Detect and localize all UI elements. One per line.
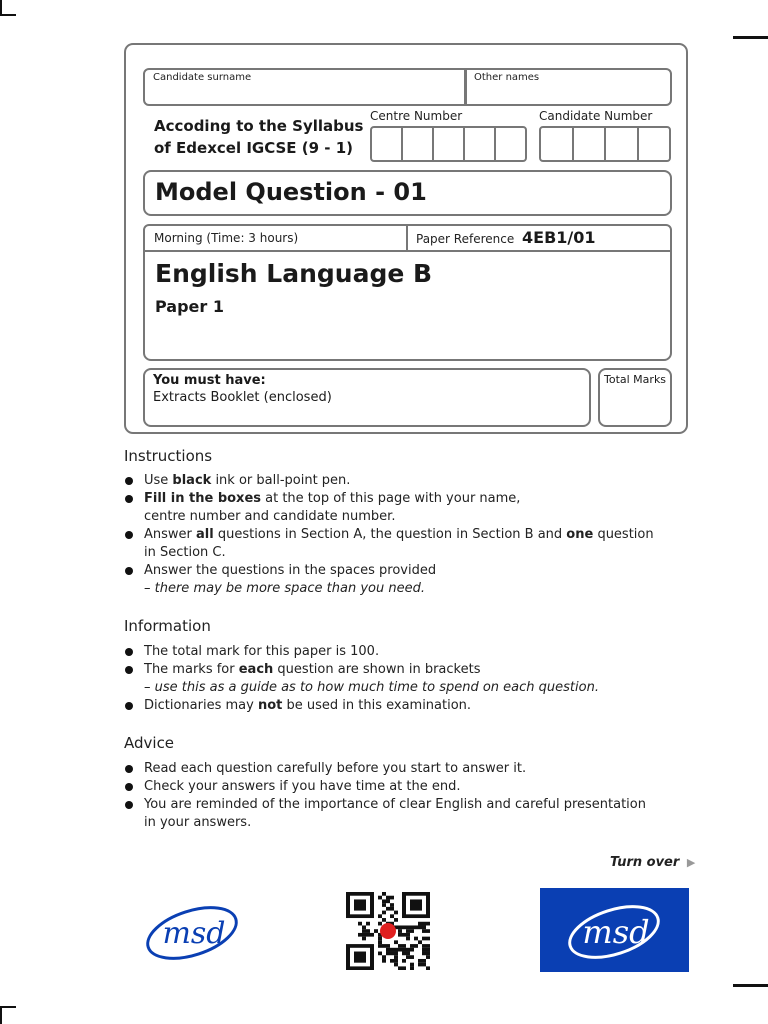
msd-logo-icon (540, 888, 689, 972)
list-item: Dictionaries may not be used in this examination. (124, 697, 684, 715)
digit-box[interactable] (637, 128, 670, 160)
advice-heading: Advice (124, 734, 175, 752)
instructions-heading: Instructions (124, 447, 213, 465)
bullet (125, 495, 133, 503)
advice-list (124, 760, 684, 832)
paper-reference-label: Paper Reference (416, 232, 515, 246)
list-item: Check your answers if you have time at the end. (124, 778, 684, 796)
list-item: Use black ink or ball-point pen. (124, 472, 664, 490)
paper-reference-box (406, 224, 672, 252)
list-item: The marks for each question are shown in brackets – use this as a guide as to how much time to spend on each question. (124, 661, 684, 697)
bullet (125, 567, 133, 575)
subject-box (143, 250, 672, 361)
bullet (125, 783, 133, 791)
msd-logo-blue (540, 888, 689, 972)
msd-logo-icon (140, 895, 245, 970)
bullet (125, 765, 133, 773)
syllabus-note (154, 115, 364, 159)
centre-number-boxes[interactable] (370, 126, 527, 162)
total-marks-box[interactable] (598, 368, 672, 427)
centre-number-label: Centre Number (370, 109, 463, 123)
qr-code (346, 892, 430, 970)
turn-over-label: Turn over (610, 855, 680, 870)
instructions-list (124, 472, 664, 598)
candidate-surname-label: Candidate surname (153, 72, 252, 83)
other-names-field[interactable] (464, 68, 672, 106)
list-item: Answer all questions in Section A, the question in Section B and one question in Section C. (124, 526, 664, 562)
qr-code-icon (346, 892, 430, 970)
must-have-item: Extracts Booklet (enclosed) (153, 390, 332, 405)
crop-mark (0, 1006, 2, 1024)
syllabus-line-1: Accoding to the Syllabus (154, 117, 364, 135)
bullet (125, 477, 133, 485)
digit-box[interactable] (463, 128, 494, 160)
session-box (143, 224, 408, 252)
crop-mark (733, 984, 768, 987)
subject-title: English Language B (155, 259, 433, 288)
digit-box[interactable] (494, 128, 525, 160)
model-question-box (143, 170, 672, 216)
digit-box[interactable] (541, 128, 572, 160)
list-item: You are reminded of the importance of clear English and careful presentation in your answers. (124, 796, 684, 832)
svg-text:msd: msd (582, 913, 650, 951)
candidate-surname-field[interactable] (143, 68, 467, 106)
crop-mark (0, 14, 16, 16)
other-names-label: Other names (474, 72, 540, 83)
list-item: Read each question carefully before you start to answer it. (124, 760, 684, 778)
crop-mark (733, 36, 768, 39)
paper-reference-value: 4EB1/01 (522, 228, 596, 247)
information-heading: Information (124, 617, 211, 635)
bullet (125, 666, 133, 674)
crop-mark (0, 1006, 16, 1008)
bullet (125, 702, 133, 710)
turn-over[interactable] (610, 855, 695, 870)
digit-box[interactable] (572, 128, 605, 160)
list-item: The total mark for this paper is 100. (124, 643, 684, 661)
candidate-number-label: Candidate Number (539, 109, 653, 123)
digit-box[interactable] (372, 128, 401, 160)
total-marks-label: Total Marks (604, 373, 667, 386)
bullet (125, 801, 133, 809)
bullet (125, 648, 133, 656)
candidate-number-boxes[interactable] (539, 126, 671, 162)
information-list (124, 643, 684, 715)
msd-logo (140, 895, 245, 970)
model-question-title: Model Question - 01 (155, 178, 427, 206)
arrow-right-icon: ▶ (686, 856, 696, 869)
syllabus-line-2: of Edexcel IGCSE (9 - 1) (154, 139, 354, 157)
digit-box[interactable] (432, 128, 463, 160)
must-have-title: You must have: (153, 373, 266, 388)
bullet (125, 531, 133, 539)
list-item: Answer the questions in the spaces provided – there may be more space than you need. (124, 562, 664, 598)
digit-box[interactable] (604, 128, 637, 160)
session-text: Morning (Time: 3 hours) (154, 231, 299, 245)
list-item: Fill in the boxes at the top of this page with your name, centre number and candidate number. (124, 490, 664, 526)
must-have-box (143, 368, 591, 427)
svg-text:msd: msd (162, 916, 226, 951)
digit-box[interactable] (401, 128, 432, 160)
paper-title: Paper 1 (155, 297, 224, 316)
